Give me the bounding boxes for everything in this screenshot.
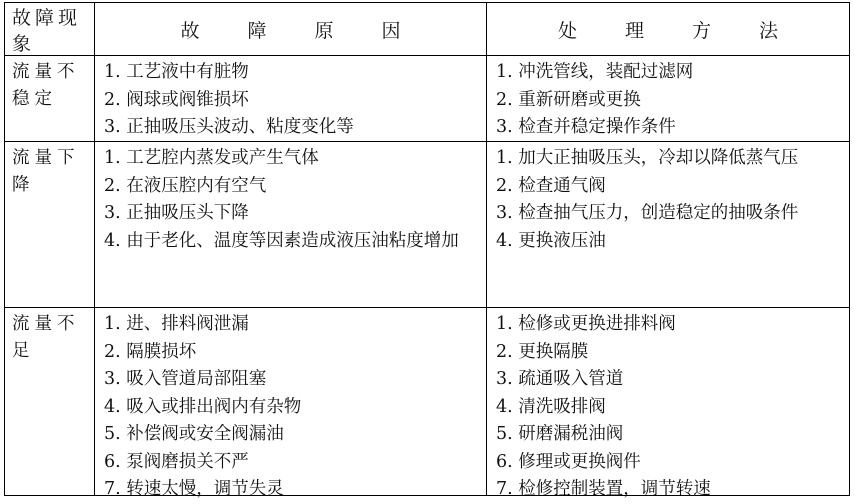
- header-remedy-cell: [487, 3, 849, 55]
- symptom-cell: 流量下降: [5, 142, 95, 307]
- table-row: [5, 142, 849, 308]
- cause-item: 2. 在液压腔内有空气: [104, 175, 267, 196]
- remedy-item: 2. 重新研磨或更换: [496, 89, 641, 110]
- header-cause: 故障原因: [180, 19, 449, 42]
- cause-item: 2. 阀球或阀锥损坏: [104, 89, 249, 110]
- table-header-row: [5, 3, 849, 56]
- cause-item: 1. 工艺液中有脏物: [104, 62, 249, 82]
- cause-item: 7. 转速太慢，调节失灵: [104, 479, 284, 499]
- remedy-item: 1. 检修或更换进排料阀: [496, 314, 676, 334]
- cause-cell: [95, 56, 487, 141]
- remedy-cell: [487, 308, 849, 499]
- remedy-item: 6. 修理或更换阀件: [496, 451, 641, 472]
- cause-item: 1. 进、排料阀泄漏: [104, 314, 249, 334]
- remedy-item: 3. 检查抽气压力，创造稳定的抽吸条件: [496, 203, 799, 223]
- cause-cell: [95, 308, 487, 499]
- remedy-item: 7. 检修控制装置，调节转速: [496, 479, 711, 499]
- cause-item: 1. 工艺腔内蒸发或产生气体: [104, 148, 319, 168]
- remedy-item: 3. 检查并稳定操作条件: [496, 117, 676, 137]
- cause-item: 3. 吸入管道局部阻塞: [104, 369, 267, 389]
- remedy-cell: [487, 56, 849, 141]
- cause-cell: [95, 142, 487, 307]
- remedy-item: 1. 加大正抽吸压头，冷却以降低蒸气压: [496, 148, 799, 168]
- cause-item: 3. 正抽吸压头波动、粘度变化等: [104, 117, 354, 137]
- table-row: [5, 308, 849, 499]
- fault-table: [4, 2, 850, 499]
- cause-item: 6. 泵阀磨损关不严: [104, 451, 249, 472]
- header-cause-cell: [95, 3, 487, 55]
- cause-item: 3. 正抽吸压头下降: [104, 203, 249, 223]
- remedy-item: 2. 更换隔膜: [496, 341, 589, 362]
- cause-item: 4. 由于老化、温度等因素造成液压油粘度增加: [104, 230, 459, 251]
- symptom-cell: 流量不稳定: [5, 56, 95, 141]
- remedy-item: 3. 疏通吸入管道: [496, 369, 624, 389]
- remedy-item: 5. 研磨漏税油阀: [496, 424, 624, 444]
- header-symptom: 故障现象: [5, 3, 95, 55]
- table-row: [5, 56, 849, 142]
- cause-item: 2. 隔膜损坏: [104, 341, 197, 362]
- remedy-cell: [487, 142, 849, 307]
- header-remedy: 处理方法: [557, 19, 826, 42]
- cause-item: 4. 吸入或排出阀内有杂物: [104, 396, 302, 417]
- remedy-item: 4. 更换液压油: [496, 230, 606, 251]
- remedy-item: 2. 检查通气阀: [496, 175, 606, 196]
- remedy-item: 4. 清洗吸排阀: [496, 396, 606, 417]
- cause-item: 5. 补偿阀或安全阀漏油: [104, 424, 284, 444]
- remedy-item: 1. 冲洗管线，装配过滤网: [496, 62, 694, 82]
- symptom-cell: 流量不足: [5, 308, 95, 495]
